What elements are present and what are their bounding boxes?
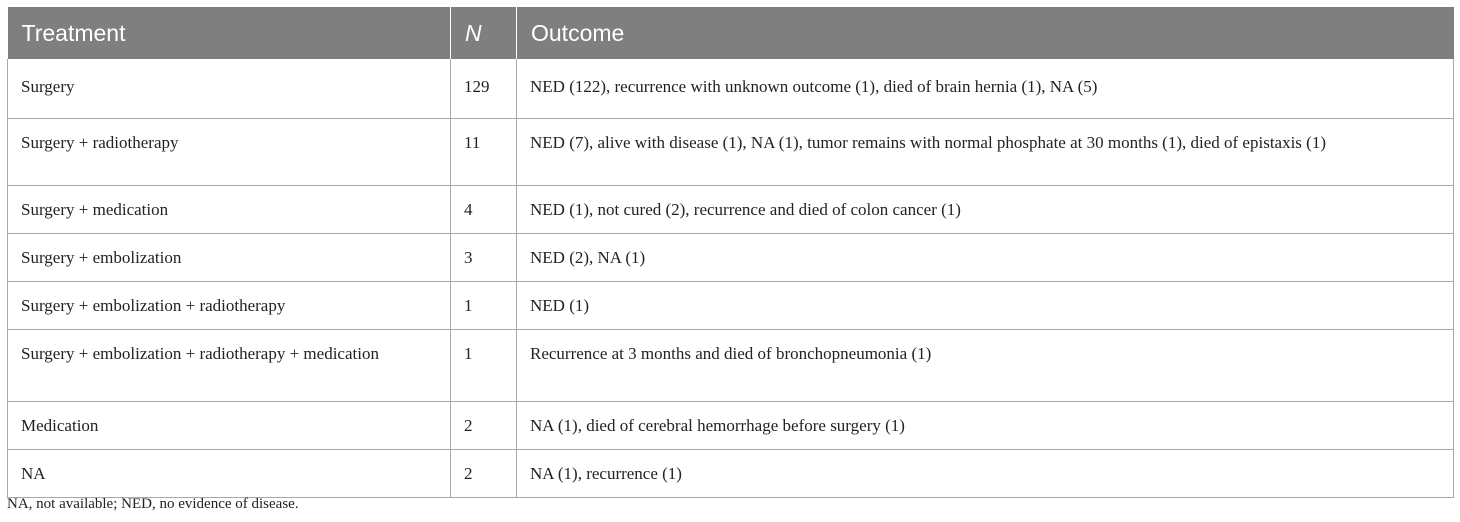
header-outcome: Outcome bbox=[517, 7, 1454, 59]
cell-n: 2 bbox=[451, 449, 517, 497]
table-header bbox=[8, 7, 1454, 59]
table-row bbox=[8, 233, 1454, 281]
cell-n: 1 bbox=[451, 329, 517, 401]
cell-treatment: Surgery + embolization + radiotherapy + medication bbox=[8, 329, 451, 401]
cell-n: 4 bbox=[451, 185, 517, 233]
table-row bbox=[8, 281, 1454, 329]
cell-outcome: NED (1), not cured (2), recurrence and died of colon cancer (1) bbox=[517, 185, 1454, 233]
cell-outcome: Recurrence at 3 months and died of bronchopneumonia (1) bbox=[517, 329, 1454, 401]
table-row bbox=[8, 185, 1454, 233]
cell-outcome: NED (7), alive with disease (1), NA (1), tumor remains with normal phosphate at 30 months (1), died of epistaxis (1) bbox=[517, 118, 1454, 185]
cell-treatment: Surgery + embolization bbox=[8, 233, 451, 281]
cell-treatment: Surgery + medication bbox=[8, 185, 451, 233]
cell-treatment: Surgery + embolization + radiotherapy bbox=[8, 281, 451, 329]
cell-outcome: NED (1) bbox=[517, 281, 1454, 329]
cell-outcome: NA (1), died of cerebral hemorrhage before surgery (1) bbox=[517, 401, 1454, 449]
table-body bbox=[8, 59, 1454, 497]
table-row bbox=[8, 329, 1454, 401]
table-row bbox=[8, 59, 1454, 118]
cell-treatment: NA bbox=[8, 449, 451, 497]
cell-treatment: Medication bbox=[8, 401, 451, 449]
cell-n: 129 bbox=[451, 59, 517, 118]
header-n: N bbox=[451, 7, 517, 59]
table-row bbox=[8, 118, 1454, 185]
table-container bbox=[7, 7, 1453, 498]
table-row bbox=[8, 449, 1454, 497]
cell-n: 2 bbox=[451, 401, 517, 449]
cell-outcome: NA (1), recurrence (1) bbox=[517, 449, 1454, 497]
treatment-outcome-table bbox=[7, 7, 1454, 498]
header-treatment: Treatment bbox=[8, 7, 451, 59]
cell-n: 1 bbox=[451, 281, 517, 329]
cell-n: 3 bbox=[451, 233, 517, 281]
table-row bbox=[8, 401, 1454, 449]
cell-n: 11 bbox=[451, 118, 517, 185]
header-row bbox=[8, 7, 1454, 59]
cell-treatment: Surgery bbox=[8, 59, 451, 118]
cell-treatment: Surgery + radiotherapy bbox=[8, 118, 451, 185]
table-footnote: NA, not available; NED, no evidence of disease. bbox=[7, 496, 299, 512]
cell-outcome: NED (122), recurrence with unknown outcome (1), died of brain hernia (1), NA (5) bbox=[517, 59, 1454, 118]
cell-outcome: NED (2), NA (1) bbox=[517, 233, 1454, 281]
